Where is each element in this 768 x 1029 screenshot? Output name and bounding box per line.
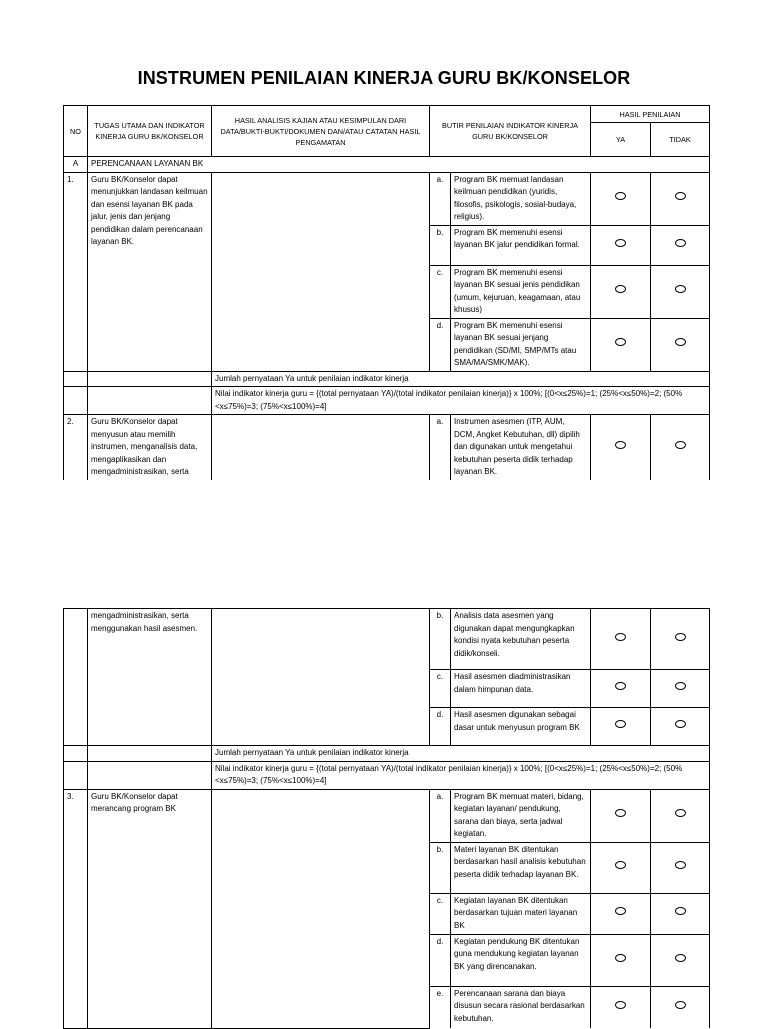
ya-radio[interactable] [615, 285, 626, 293]
ya-radio[interactable] [615, 633, 626, 641]
ya-radio[interactable] [615, 338, 626, 346]
butir-letter: b. [430, 842, 451, 893]
butir-text: Program BK memenuhi esensi layanan BK jalur pendidikan formal. [451, 225, 591, 265]
indicator-text: Guru BK/Konselor dapat menyusun atau memilih instrumen, menganalisis data, mengaplikasikan dan mengadministrasikan, serta [88, 415, 212, 480]
butir-text: Kegiatan pendukung BK ditentukan guna mendukung kegiatan layanan BK yang direncanakan. [451, 934, 591, 986]
butir-letter: b. [430, 225, 451, 265]
nilai-formula: Nilai indikator kinerja guru = {(total pernyataan YA)/(total indikator penilaian kinerja)} x 100%; [(0<x≤25%)=1; (25%<x≤50%)=2; (50%<x≤75%)=3; (75%<x≤100%)=4] [212, 761, 710, 789]
butir-letter: e. [430, 986, 451, 1028]
butir-text: Materi layanan BK ditentukan berdasarkan hasil analisis kebutuhan peserta didik terhadap layanan BK. [451, 842, 591, 893]
ya-radio[interactable] [615, 682, 626, 690]
butir-text: Instrumen asesmen (ITP, AUM, DCM, Angket Kebutuhan, dll) dipilih dan digunakan untuk mengetahui kebutuhan peserta didik terhadap layanan BK. [451, 415, 591, 480]
ya-cell [591, 225, 651, 265]
tidak-cell [651, 893, 710, 934]
tidak-cell [651, 172, 710, 225]
butir-letter: b. [430, 609, 451, 670]
ya-cell [591, 934, 651, 986]
header-tidak: TIDAK [651, 123, 710, 157]
analysis-cell [212, 415, 430, 480]
assessment-table-page-1 [63, 105, 710, 480]
ya-cell [591, 842, 651, 893]
tidak-radio[interactable] [675, 1001, 686, 1009]
tidak-radio[interactable] [675, 809, 686, 817]
header-no: NO [64, 106, 88, 157]
ya-cell [591, 415, 651, 480]
row-number: 2. [64, 415, 88, 480]
tidak-cell [651, 986, 710, 1028]
butir-letter: d. [430, 708, 451, 746]
tidak-radio[interactable] [675, 338, 686, 346]
ya-radio[interactable] [615, 809, 626, 817]
ya-cell [591, 265, 651, 318]
tidak-cell [651, 670, 710, 708]
ya-cell [591, 670, 651, 708]
ya-radio[interactable] [615, 192, 626, 200]
ya-cell [591, 789, 651, 842]
butir-letter: a. [430, 415, 451, 480]
tidak-radio[interactable] [675, 633, 686, 641]
butir-text: Program BK memuat landasan keilmuan pendidikan (yuridis, filosofis, psikologis, sosial-budaya, religius). [451, 172, 591, 225]
butir-text: Hasil asesmen diadministrasikan dalam himpunan data. [451, 670, 591, 708]
row-number: 1. [64, 172, 88, 371]
ya-radio[interactable] [615, 441, 626, 449]
ya-cell [591, 708, 651, 746]
butir-letter: d. [430, 318, 451, 371]
tidak-cell [651, 318, 710, 371]
ya-cell [591, 893, 651, 934]
butir-text: Kegiatan layanan BK ditentukan berdasarkan tujuan materi layanan BK [451, 893, 591, 934]
tidak-radio[interactable] [675, 192, 686, 200]
butir-text: Analisis data asesmen yang digunakan dapat mengungkapkan kondisi nyata kebutuhan peserta didik/konseli. [451, 609, 591, 670]
butir-text: Program BK memuat materi, bidang, kegiatan layanan/ pendukung, sarana dan biaya, serta jadwal kegiatan. [451, 789, 591, 842]
jumlah-ya-label: Jumlah pernyataan Ya untuk penilaian indikator kinerja [212, 746, 710, 762]
jumlah-ya-label: Jumlah pernyataan Ya untuk penilaian indikator kinerja [212, 371, 710, 387]
tidak-radio[interactable] [675, 239, 686, 247]
butir-letter: c. [430, 265, 451, 318]
tidak-cell [651, 842, 710, 893]
tidak-radio[interactable] [675, 441, 686, 449]
tidak-radio[interactable] [675, 907, 686, 915]
analysis-cell [212, 172, 430, 371]
tidak-cell [651, 609, 710, 670]
header-hasil-analisis: HASIL ANALISIS KAJIAN ATAU KESIMPULAN DARI DATA/BUKTI-BUKTI/DOKUMEN DAN/ATAU CATATAN HASIL PENGAMATAN [212, 106, 430, 157]
tidak-cell [651, 934, 710, 986]
tidak-cell [651, 225, 710, 265]
butir-letter: a. [430, 172, 451, 225]
ya-radio[interactable] [615, 954, 626, 962]
ya-cell [591, 609, 651, 670]
analysis-cell [212, 609, 430, 746]
section-label: PERENCANAAN LAYANAN BK [88, 157, 710, 173]
butir-letter: c. [430, 670, 451, 708]
ya-radio[interactable] [615, 861, 626, 869]
tidak-cell [651, 789, 710, 842]
tidak-radio[interactable] [675, 720, 686, 728]
tidak-cell [651, 708, 710, 746]
tidak-radio[interactable] [675, 861, 686, 869]
indicator-text: Guru BK/Konselor dapat merancang program BK [88, 789, 212, 1028]
tidak-cell [651, 415, 710, 480]
header-butir: BUTIR PENILAIAN INDIKATOR KINERJA GURU BK/KONSELOR [430, 106, 591, 157]
document-title: INSTRUMEN PENILAIAN KINERJA GURU BK/KONSELOR [137, 68, 631, 88]
analysis-cell [212, 789, 430, 1028]
tidak-cell [651, 265, 710, 318]
butir-letter: a. [430, 789, 451, 842]
header-tugas: TUGAS UTAMA DAN INDIKATOR KINERJA GURU BK/KONSELOR [88, 106, 212, 157]
indicator-text: mengadministrasikan, serta menggunakan hasil asesmen. [88, 609, 212, 746]
butir-text: Hasil asesmen digunakan sebagai dasar untuk menyusun program BK [451, 708, 591, 746]
header-ya: YA [591, 123, 651, 157]
butir-text: Perencanaan sarana dan biaya disusun secara rasional berdasarkan kebutuhan. [451, 986, 591, 1028]
tidak-radio[interactable] [675, 285, 686, 293]
ya-radio[interactable] [615, 720, 626, 728]
ya-radio[interactable] [615, 239, 626, 247]
ya-radio[interactable] [615, 907, 626, 915]
section-number: A [64, 157, 88, 173]
row-number: 3. [64, 789, 88, 1028]
nilai-formula: Nilai indikator kinerja guru = {(total pernyataan YA)/(total indikator penilaian kinerja)} x 100%; [(0<x≤25%)=1; (25%<x≤50%)=2; (50%<x≤75%)=3; (75%<x≤100%)=4] [212, 387, 710, 415]
butir-text: Program BK memenuhi esensi layanan BK sesuai jenis pendidikan (umum, kejuruan, keagamaan, atau khusus) [451, 265, 591, 318]
ya-radio[interactable] [615, 1001, 626, 1009]
tidak-radio[interactable] [675, 954, 686, 962]
butir-letter: d. [430, 934, 451, 986]
butir-letter: c. [430, 893, 451, 934]
header-hasil-penilaian: HASIL PENILAIAN [591, 106, 710, 123]
ya-cell [591, 318, 651, 371]
ya-cell [591, 986, 651, 1028]
tidak-radio[interactable] [675, 682, 686, 690]
indicator-text: Guru BK/Konselor dapat menunjukkan landasan keilmuan dan esensi layanan BK pada jalur, jenis dan jenjang pendidikan dalam perencanaan layanan BK. [88, 172, 212, 371]
ya-cell [591, 172, 651, 225]
assessment-table-page-2 [63, 608, 710, 1029]
butir-text: Program BK memenuhi esensi layanan BK sesuai jenjang pendidikan (SD/MI, SMP/MTs atau SMA/MA/SMK/MAK). [451, 318, 591, 371]
